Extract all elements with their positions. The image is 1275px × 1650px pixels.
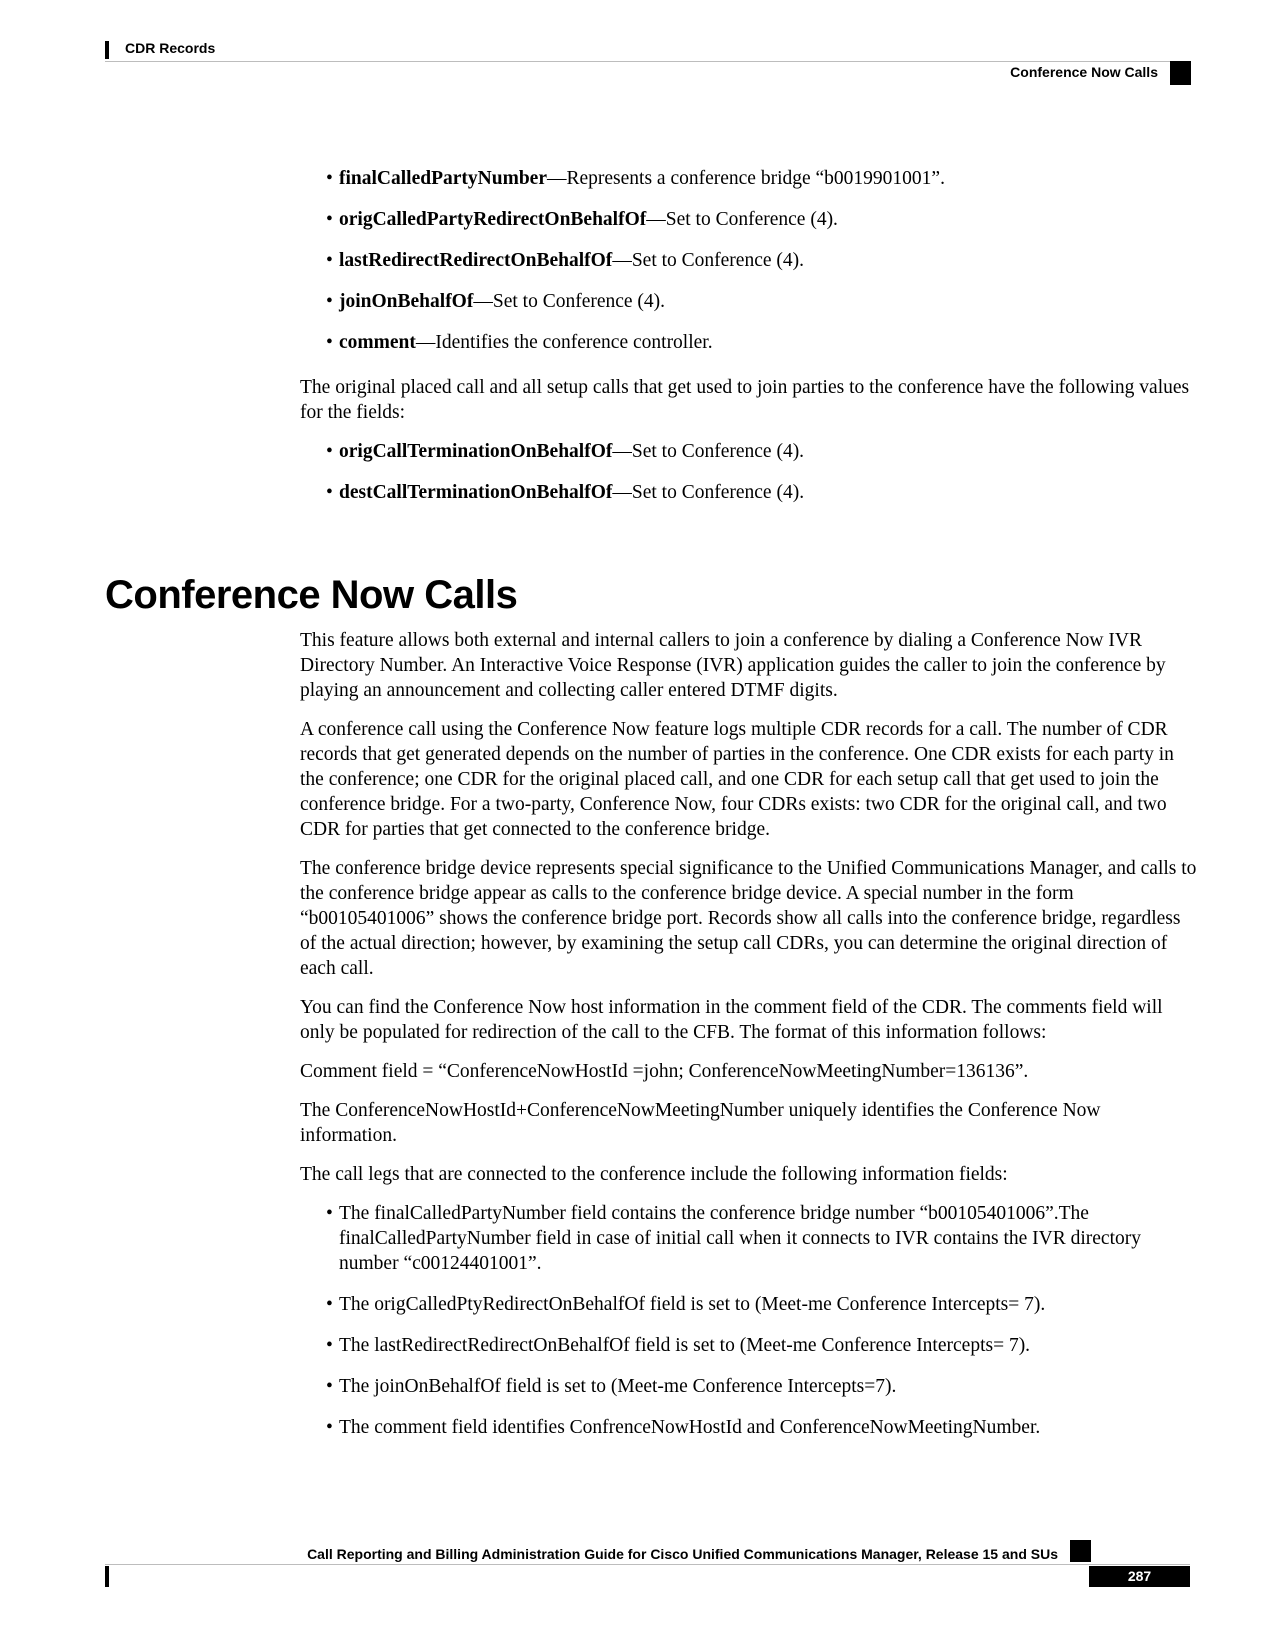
header-rule [105,61,1170,62]
field-term: finalCalledPartyNumber [339,168,547,189]
list-item: • The origCalledPtyRedirectOnBehalfOf field is set to (Meet-me Conference Intercepts= 7). [300,1292,1200,1317]
list-item [300,207,1200,232]
list-item [300,289,1200,314]
section-body [300,628,1200,1456]
field-term: origCalledPartyRedirectOnBehalfOf [339,209,647,230]
body-paragraph: The ConferenceNowHostId+ConferenceNowMeetingNumber uniquely identifies the Conference Now information. [300,1100,1101,1146]
list-item [300,166,1200,191]
footer-book-title: Call Reporting and Billing Administration Guide for Cisco Unified Communications Manager, Release 15 and SUs [307,1546,1058,1562]
header-tab-marker [1170,61,1191,85]
list-item: • The comment field identifies ConfrenceNowHostId and ConferenceNowMeetingNumber. [300,1415,1200,1440]
header-marker [105,41,109,59]
call-leg-bullet-list [300,1201,1200,1440]
body-paragraph: This feature allows both external and internal callers to join a conference by dialing a Conference Now IVR Directory Number. An Interactive Voice Response (IVR) application guides the caller to join the conference by playing an announcement and collecting caller entered DTMF digits. [300,630,1166,701]
list-item: • The finalCalledPartyNumber field contains the conference bridge number “b00105401006”.The finalCalledPartyNumber field in case of initial call when it connects to IVR contains the IVR directory number “c00124401001”. [300,1201,1200,1276]
body-paragraph: A conference call using the Conference Now feature logs multiple CDR records for a call. The number of CDR records that get generated depends on the number of parties in the conference. One CDR exists for each party in the conference; one CDR for the original placed call, and one CDR for each setup call that get used to join the conference bridge. For a two-party, Conference Now, four CDRs exists: two CDR for the original call, and two CDR for parties that get connected to the conference bridge. [300,719,1174,840]
body-paragraph: The call legs that are connected to the conference include the following information fields: [300,1164,1008,1185]
field-description: —Set to Conference (4). [612,250,804,271]
header-section-title: Conference Now Calls [1010,64,1158,80]
field-term: destCallTerminationOnBehalfOf [339,482,613,503]
list-item: • The joinOnBehalfOf field is set to (Meet-me Conference Intercepts=7). [300,1374,1200,1399]
field-term: comment [339,332,416,353]
field-term: joinOnBehalfOf [339,291,474,312]
header-chapter-title: CDR Records [125,40,216,56]
list-item [300,480,1200,505]
footer-tab-marker [1070,1540,1091,1562]
intro-bullet-list [300,166,1200,355]
body-paragraph: The conference bridge device represents special significance to the Unified Communications Manager, and calls to the conference bridge appear as calls to the conference bridge device. A special number in the form “b00105401006” shows the conference bridge port. Records show all calls into the conference bridge, regardless of the actual direction; however, by examining the setup call CDRs, you can determine the original direction of each call. [300,858,1197,979]
setup-bullet-list [300,439,1200,505]
field-term: origCallTerminationOnBehalfOf [339,441,613,462]
footer-marker [105,1566,109,1587]
intro-paragraph: The original placed call and all setup calls that get used to join parties to the conference have the following values for the fields: [300,377,1190,423]
field-description: —Represents a conference bridge “b0019901001”. [546,168,945,189]
list-item [300,330,1200,355]
body-paragraph: You can find the Conference Now host information in the comment field of the CDR. The comments field will only be populated for redirection of the call to the CFB. The format of this information follows: [300,997,1163,1043]
section-heading: Conference Now Calls [105,573,518,617]
field-description: —Set to Conference (4). [612,441,805,462]
field-description: —Set to Conference (4). [612,482,805,503]
field-description: —Identifies the conference controller. [415,332,713,353]
intro-section [300,166,1200,521]
list-item [300,248,1200,273]
field-term: lastRedirectRedirectOnBehalfOf [339,250,613,271]
comment-format-example: Comment field = “ConferenceNowHostId =john; ConferenceNowMeetingNumber=136136”. [300,1061,1029,1082]
footer-rule [105,1564,1190,1565]
field-description: —Set to Conference (4). [646,209,838,230]
page-number: 287 [1089,1566,1190,1587]
field-description: —Set to Conference (4). [473,291,666,312]
list-item: • The lastRedirectRedirectOnBehalfOf field is set to (Meet-me Conference Intercepts= 7). [300,1333,1200,1358]
list-item [300,439,1200,464]
